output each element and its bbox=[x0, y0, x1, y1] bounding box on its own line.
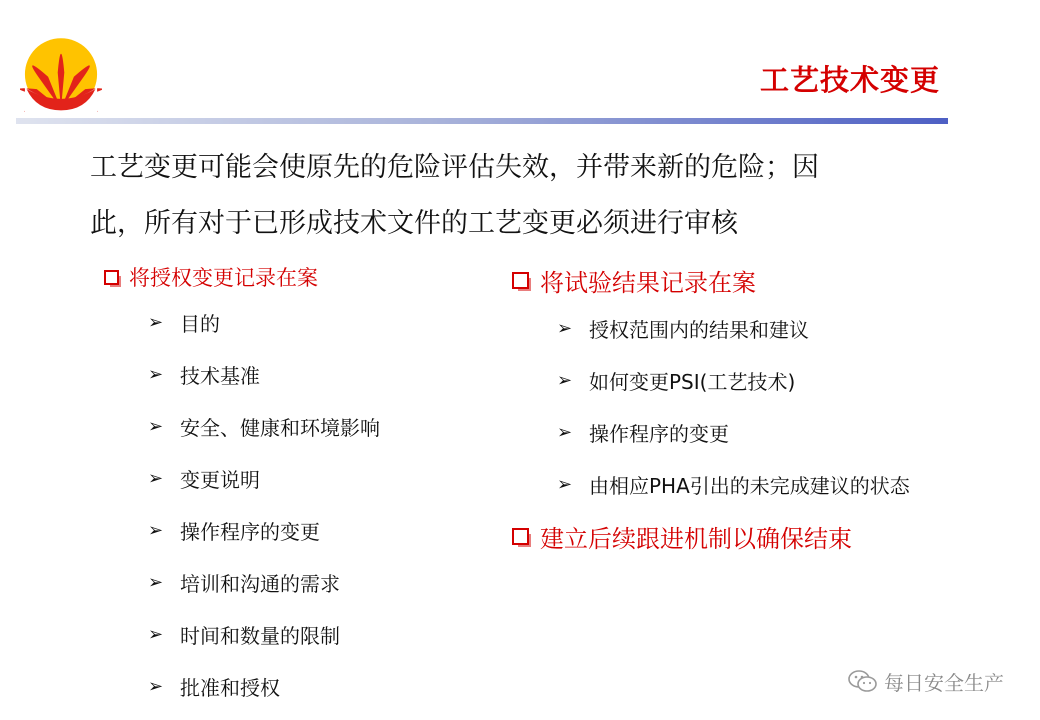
left-column bbox=[104, 258, 380, 712]
right-heading bbox=[512, 258, 910, 302]
slide-title: 工艺技术变更 bbox=[759, 63, 940, 97]
right-heading-2-text: 建立后续跟进机制以确保结束 bbox=[540, 524, 852, 553]
list-item bbox=[512, 354, 910, 406]
list-item-text: 技术基准 bbox=[180, 363, 260, 388]
list-item bbox=[512, 406, 910, 458]
right-heading-2 bbox=[512, 514, 910, 558]
petrochina-logo bbox=[20, 30, 102, 112]
arrow-bullet-icon: ➢ bbox=[557, 473, 573, 495]
right-heading-text: 将试验结果记录在案 bbox=[540, 268, 756, 297]
arrow-bullet-icon: ➢ bbox=[557, 369, 573, 391]
list-item-text: 批准和授权 bbox=[180, 675, 280, 700]
arrow-bullet-icon: ➢ bbox=[148, 467, 164, 489]
list-item-text: 变更说明 bbox=[180, 467, 260, 492]
list-item bbox=[104, 348, 380, 400]
intro-line-1: 工艺变更可能会使原先的危险评估失效，并带来新的危险；因 bbox=[90, 152, 819, 183]
watermark bbox=[848, 667, 1004, 696]
arrow-bullet-icon: ➢ bbox=[148, 623, 164, 645]
left-heading bbox=[104, 258, 380, 296]
list-item-text: 操作程序的变更 bbox=[589, 421, 729, 446]
list-item bbox=[104, 452, 380, 504]
arrow-bullet-icon: ➢ bbox=[148, 363, 164, 385]
checkbox-square-icon bbox=[512, 272, 529, 289]
title-divider bbox=[16, 118, 948, 124]
intro-line-2: 此，所有对于已形成技术文件的工艺变更必须进行审核 bbox=[90, 208, 738, 239]
list-item-text: 目的 bbox=[180, 311, 220, 336]
intro-paragraph bbox=[90, 140, 970, 252]
list-item bbox=[512, 458, 910, 510]
list-item-text: 由相应PHA引出的未完成建议的状态 bbox=[589, 473, 910, 498]
arrow-bullet-icon: ➢ bbox=[557, 421, 573, 443]
watermark-text: 每日安全生产 bbox=[884, 671, 1004, 695]
right-column bbox=[512, 258, 910, 558]
list-item-text: 时间和数量的限制 bbox=[180, 623, 340, 648]
list-item bbox=[104, 400, 380, 452]
arrow-bullet-icon: ➢ bbox=[148, 415, 164, 437]
list-item bbox=[104, 296, 380, 348]
left-heading-text: 将授权变更记录在案 bbox=[129, 266, 318, 290]
list-item-text: 操作程序的变更 bbox=[180, 519, 320, 544]
list-item-text: 如何变更PSI(工艺技术) bbox=[589, 369, 796, 394]
list-item bbox=[104, 556, 380, 608]
list-item bbox=[104, 504, 380, 556]
wechat-icon bbox=[848, 669, 878, 695]
list-item bbox=[104, 660, 380, 712]
list-item-text: 培训和沟通的需求 bbox=[180, 571, 340, 596]
checkbox-square-icon bbox=[104, 270, 119, 285]
arrow-bullet-icon: ➢ bbox=[148, 571, 164, 593]
list-item-text: 安全、健康和环境影响 bbox=[180, 415, 380, 440]
list-item bbox=[512, 302, 910, 354]
checkbox-square-icon bbox=[512, 528, 529, 545]
arrow-bullet-icon: ➢ bbox=[148, 519, 164, 541]
arrow-bullet-icon: ➢ bbox=[557, 317, 573, 339]
list-item-text: 授权范围内的结果和建议 bbox=[589, 317, 809, 342]
arrow-bullet-icon: ➢ bbox=[148, 675, 164, 697]
list-item bbox=[104, 608, 380, 660]
arrow-bullet-icon: ➢ bbox=[148, 311, 164, 333]
